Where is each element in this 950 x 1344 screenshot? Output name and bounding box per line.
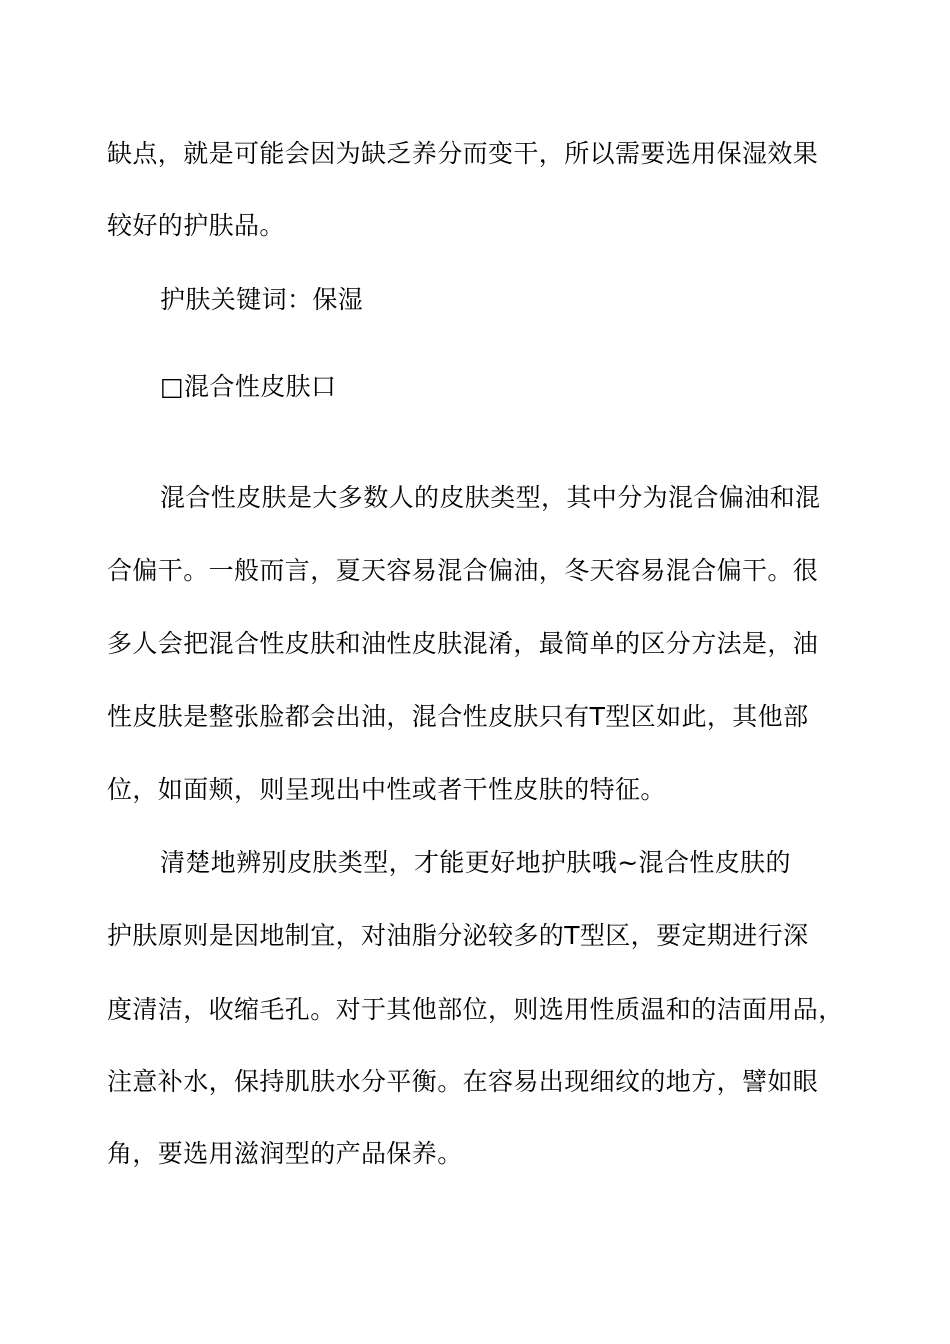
paragraph-line: 清楚地辨别皮肤类型，才能更好地护肤哦~混合性皮肤的 [160,848,791,877]
keyword-line: 护肤关键词：保湿 [160,285,364,314]
paragraph-line: 位，如面颊，则呈现出中性或者干性皮肤的特征。 [107,775,666,804]
paragraph-line: 多人会把混合性皮肤和油性皮肤混淆，最简单的区分方法是，油 [107,629,819,658]
paragraph-line: 度清洁，收缩毛孔。对于其他部位，则选用性质温和的洁面用品， [107,995,844,1024]
paragraph-line: 性皮肤是整张脸都会出油，混合性皮肤只有T型区如此，其他部 [107,702,809,731]
section-heading: □混合性皮肤口 [160,372,337,401]
paragraph-line: 护肤原则是因地制宜，对油脂分泌较多的T型区，要定期进行深 [107,921,809,950]
paragraph-line: 缺点，就是可能会因为缺乏养分而变干，所以需要选用保湿效果 [107,139,819,168]
paragraph-line: 混合性皮肤是大多数人的皮肤类型，其中分为混合偏油和混 [160,483,821,512]
paragraph-line: 较好的护肤品。 [107,211,285,240]
paragraph-line: 合偏干。一般而言，夏天容易混合偏油，冬天容易混合偏干。很 [107,556,819,585]
paragraph-line: 角，要选用滋润型的产品保养。 [107,1139,463,1168]
paragraph-line: 注意补水，保持肌肤水分平衡。在容易出现细纹的地方，譬如眼 [107,1067,819,1096]
